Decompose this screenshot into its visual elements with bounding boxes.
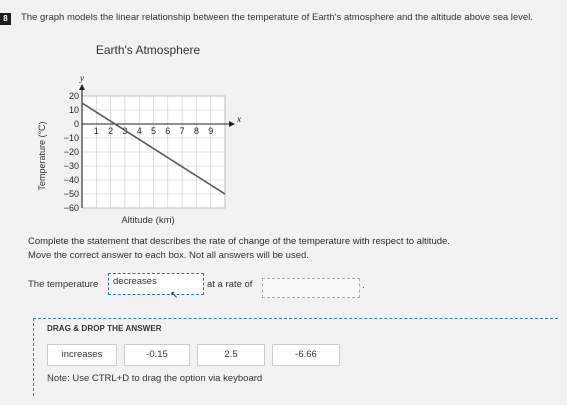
y-axis-letter: y bbox=[79, 74, 85, 84]
x-axis-arrow-icon bbox=[229, 121, 235, 127]
y-tick-label: −10 bbox=[63, 133, 79, 143]
answer-option-neg-6-66[interactable]: -6.66 bbox=[272, 344, 340, 366]
statement-middle: at a rate of bbox=[207, 279, 253, 290]
keyboard-note: Note: Use CTRL+D to drag the option via keyboard bbox=[47, 373, 263, 384]
mouse-cursor-icon: ↖ bbox=[170, 290, 179, 301]
y-tick-label: 10 bbox=[68, 105, 79, 115]
answer-option-neg-0-15[interactable]: -0.15 bbox=[124, 344, 190, 366]
drop-box-1[interactable] bbox=[108, 273, 204, 295]
x-tick-label: 4 bbox=[136, 126, 142, 136]
answer-option-2-5[interactable]: 2.5 bbox=[197, 344, 265, 366]
instruction-text: Complete the statement that describes the rate of change of the temperature with respect to altitude. bbox=[28, 236, 450, 247]
x-tick-label: 3 bbox=[122, 126, 128, 136]
dropped-answer-chip[interactable]: decreases bbox=[113, 276, 157, 287]
x-axis-letter: x bbox=[237, 115, 242, 125]
chart-grid bbox=[82, 96, 225, 208]
statement-prefix: The temperature bbox=[28, 279, 99, 290]
answer-option-increases[interactable]: increases bbox=[47, 344, 117, 366]
y-axis-label: Temperature (°C) bbox=[37, 121, 47, 191]
statement-suffix: . bbox=[362, 280, 365, 291]
x-tick-label: 6 bbox=[165, 126, 171, 136]
y-axis-arrow-icon bbox=[79, 84, 85, 90]
y-tick-label: −20 bbox=[63, 147, 79, 157]
question-prompt: The graph models the linear relationship between the temperature of Earth's atmosphere and the altitude above sea level. bbox=[21, 12, 533, 23]
x-tick-label: 5 bbox=[150, 126, 157, 136]
y-tick-label: −50 bbox=[63, 189, 79, 199]
chart-title: Earth's Atmosphere bbox=[95, 43, 201, 57]
x-tick-label: 1 bbox=[93, 126, 99, 136]
drop-box-2[interactable] bbox=[262, 278, 360, 298]
temperature-altitude-chart bbox=[34, 42, 242, 228]
answer-bank-title: DRAG & DROP THE ANSWER bbox=[47, 324, 162, 333]
y-tick-label: 0 bbox=[73, 119, 79, 129]
y-tick-label: −60 bbox=[63, 203, 79, 213]
instruction-subtext: Move the correct answer to each box. Not all answers will be used. bbox=[28, 250, 309, 261]
y-tick-label: −40 bbox=[63, 175, 79, 185]
x-axis-label: Altitude (km) bbox=[121, 215, 175, 226]
x-tick-label: 2 bbox=[108, 126, 114, 136]
y-tick-label: −30 bbox=[63, 161, 79, 171]
y-tick-label: 20 bbox=[68, 91, 79, 101]
x-tick-label: 7 bbox=[179, 126, 185, 136]
question-number: 8 bbox=[0, 13, 11, 25]
x-tick-label: 8 bbox=[193, 126, 199, 136]
x-tick-label: 9 bbox=[208, 126, 214, 136]
